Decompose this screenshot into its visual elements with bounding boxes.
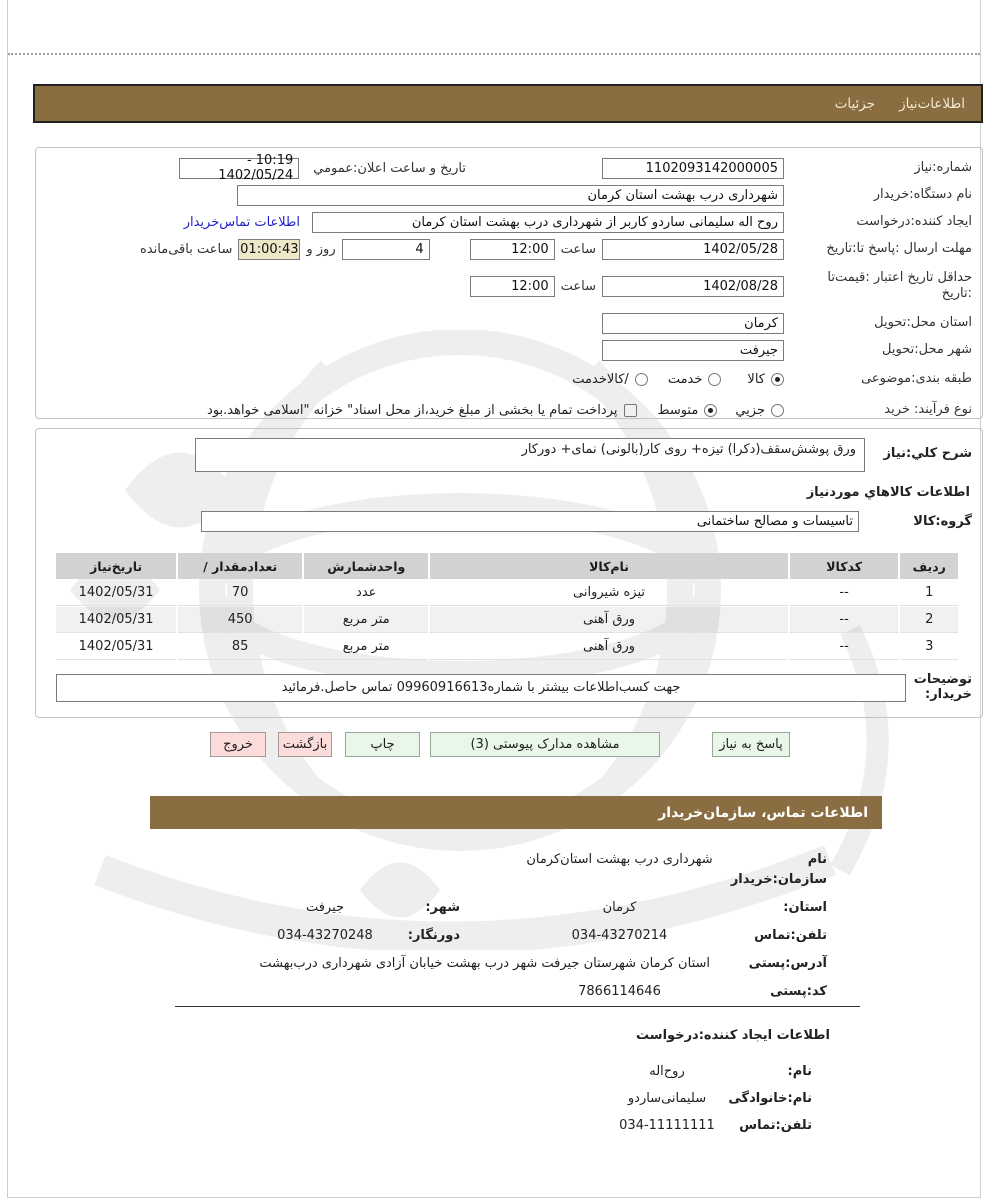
view-attachments-button[interactable]: مشاهده مدارک پیوستی (3) <box>430 732 660 757</box>
phone-value: 034-43270214 <box>571 928 668 943</box>
buyer-notes-row <box>46 673 972 703</box>
price-validity-date-field[interactable]: 1402/08/28 <box>602 276 784 297</box>
header-tabbar <box>33 84 983 123</box>
col-item-code: کدکالا <box>790 553 899 579</box>
phone-label: تلفن:تماس <box>754 928 827 943</box>
org-name-row <box>150 850 882 890</box>
province-value: کرمان <box>602 900 637 915</box>
price-validity-row <box>46 265 972 307</box>
dotted-separator <box>8 53 980 55</box>
first-name-label: نام: <box>787 1064 812 1079</box>
address-row <box>150 954 882 974</box>
reply-deadline-label: مهلت ارسال :پاسخ تا:تاریخ <box>826 240 972 256</box>
table-row: 2 -- ورق آهنی متر مربع 450 1402/05/31 <box>56 607 958 633</box>
reply-deadline-time-field[interactable]: 12:00 <box>470 239 555 260</box>
back-button[interactable]: بازگشت <box>278 732 332 757</box>
classification-row <box>46 366 972 392</box>
first-name-value: روح‌اله <box>649 1064 685 1079</box>
minor-radio[interactable] <box>771 404 784 417</box>
request-creator-row <box>46 211 972 233</box>
option-service[interactable]: خدمت <box>668 372 722 387</box>
countdown-timer: 01:00:43 <box>238 239 300 260</box>
creator-phone-label: تلفن:تماس <box>739 1118 812 1133</box>
col-item-name: نام‌کالا <box>430 553 787 579</box>
last-name-value: سلیمانی‌ساردو <box>627 1091 707 1106</box>
option-minor[interactable]: جزيي <box>735 403 784 418</box>
delivery-city-field[interactable]: جیرفت <box>602 340 784 361</box>
buyer-org-row <box>46 184 972 206</box>
goods-group-field[interactable]: تاسیسات و مصالح ساختمانی <box>201 511 859 532</box>
creator-phone-value: 034-11111111 <box>619 1118 715 1133</box>
service-radio[interactable] <box>708 373 721 386</box>
section-divider <box>175 1006 860 1007</box>
need-description-field[interactable]: ورق پوشش‌سقف(دکرا) تیزه+ روی کار(بالونی) نمای+ دورکار <box>195 438 865 472</box>
buyer-contact-link[interactable]: اطلاعات تماس‌خریدار <box>183 214 300 230</box>
org-name-label: نام سازمان:خریدار <box>730 852 827 887</box>
print-button[interactable]: چاپ <box>345 732 420 757</box>
need-description-label: شرح کلي:نیاز <box>883 446 972 461</box>
first-name-row <box>150 1062 882 1082</box>
city-value: جیرفت <box>305 900 345 915</box>
creator-section-heading: اطلاعات ایجاد کننده:درخواست <box>636 1028 830 1043</box>
treasury-payment-label: پرداخت تمام یا بخشی از مبلغ خرید،از محل اسناد" خزانه "اسلامی خواهد.بود <box>207 402 618 418</box>
reply-deadline-date-field[interactable]: 1402/05/28 <box>602 239 784 260</box>
need-number-row <box>46 153 972 183</box>
tab-need-info[interactable]: اطلاعات‌نیاز <box>899 95 965 112</box>
goods-group-label: گروه:کالا <box>913 514 972 529</box>
buyer-org-label: نام دستگاه:خریدار <box>873 186 972 202</box>
delivery-city-row <box>46 339 972 361</box>
table-row: 1 -- تیزه شیروانی عدد 70 1402/05/31 <box>56 580 958 606</box>
province-label: استان: <box>783 900 827 915</box>
goods-radio[interactable] <box>771 373 784 386</box>
request-creator-label: ایجاد کننده:درخواست <box>856 213 972 229</box>
fax-label: دورنگار: <box>407 928 460 943</box>
delivery-province-row <box>46 312 972 334</box>
buyer-org-field[interactable]: شهرداری درب بهشت استان کرمان <box>237 185 784 206</box>
col-need-date: تاریخ‌نیاز <box>56 553 176 579</box>
city-label: شهر: <box>425 900 460 915</box>
contact-section-header: اطلاعات تماس، سازمان‌خریدار <box>150 796 882 829</box>
delivery-city-label: شهر محل:تحویل <box>882 341 972 357</box>
postal-code-value: 7866114646 <box>578 984 661 999</box>
col-row-number: ردیف <box>900 553 958 579</box>
need-description-row <box>46 438 972 472</box>
remaining-hours-label: ساعت باقی‌مانده <box>140 241 233 257</box>
need-number-field[interactable]: 1102093142000005 <box>602 158 784 179</box>
medium-radio[interactable] <box>704 404 717 417</box>
remaining-days-field[interactable]: 4 <box>342 239 430 260</box>
address-value: استان کرمان شهرستان جیرفت شهر درب بهشت خیابان آزادی شهرداری درب‌بهشت <box>259 956 710 971</box>
goods-fieldset <box>35 428 983 718</box>
col-quantity: تعدادمقدار / <box>178 553 302 579</box>
buyer-notes-field[interactable]: جهت کسب‌اطلاعات بیشتر با شماره09960916613 تماس حاصل.فرمائید <box>56 674 906 702</box>
address-label: آدرس:پستی <box>748 956 827 971</box>
treasury-payment-checkbox[interactable] <box>624 404 637 417</box>
remaining-days-label: روز و <box>306 241 336 257</box>
exit-button[interactable]: خروج <box>210 732 266 757</box>
goods-group-row <box>46 511 972 532</box>
buyer-notes-label: توضیحات خریدار: <box>913 672 972 702</box>
postal-code-row <box>150 982 882 1002</box>
option-goods-service[interactable]: /کالاخدمت <box>572 372 648 387</box>
org-name-value: شهرداری درب بهشت استان‌کرمان <box>526 852 713 867</box>
reply-to-need-button[interactable]: پاسخ به نیاز <box>712 732 790 757</box>
tab-details[interactable]: جزئیات <box>834 95 876 112</box>
goods-table <box>54 552 960 661</box>
action-buttons <box>210 732 790 757</box>
phone-fax-row <box>150 926 882 946</box>
classification-label: طبقه بندی:موضوعی <box>861 370 972 386</box>
price-validity-time-field[interactable]: 12:00 <box>470 276 555 297</box>
process-type-row <box>46 397 972 423</box>
option-goods[interactable]: کالا <box>747 372 784 387</box>
creator-table <box>150 1062 882 1143</box>
creator-phone-row <box>150 1116 882 1136</box>
last-name-label: نام:خانوادگی <box>728 1091 812 1106</box>
delivery-province-label: استان محل:تحویل <box>874 314 972 330</box>
price-validity-label: حداقل تاریخ اعتبار :قیمت‌تا :تاریخ <box>827 269 972 301</box>
table-row: 3 -- ورق آهنی متر مربع 85 1402/05/31 <box>56 634 958 660</box>
province-city-row <box>150 898 882 918</box>
last-name-row <box>150 1089 882 1109</box>
announce-datetime-field[interactable]: 10:19 - 1402/05/24 <box>179 158 299 179</box>
deadline-hour-label: ساعت <box>560 241 596 257</box>
delivery-province-field[interactable]: کرمان <box>602 313 784 334</box>
request-creator-field[interactable]: روح اله سلیمانی ساردو کاربر از شهرداری درب بهشت استان کرمان <box>312 212 784 233</box>
reply-deadline-row <box>46 238 972 260</box>
validity-hour-label: ساعت <box>560 278 596 294</box>
process-type-label: نوع فرآیند: خرید <box>884 401 972 417</box>
contact-table <box>150 850 882 1010</box>
announce-datetime-label: تاریخ و ساعت اعلان:عمومي <box>313 160 466 176</box>
postal-code-label: کد:پستی <box>770 984 827 999</box>
need-info-fieldset <box>35 147 983 419</box>
fax-value: 034-43270248 <box>277 928 373 943</box>
option-medium[interactable]: متوسط <box>657 403 717 418</box>
need-number-label: شماره:نیاز <box>914 159 972 175</box>
goods-table-header <box>56 553 958 579</box>
goods-service-radio[interactable] <box>635 373 648 386</box>
col-unit: واحدشمارش <box>304 553 428 579</box>
goods-section-heading: اطلاعات کالاهاي موردنیاز <box>806 485 970 500</box>
